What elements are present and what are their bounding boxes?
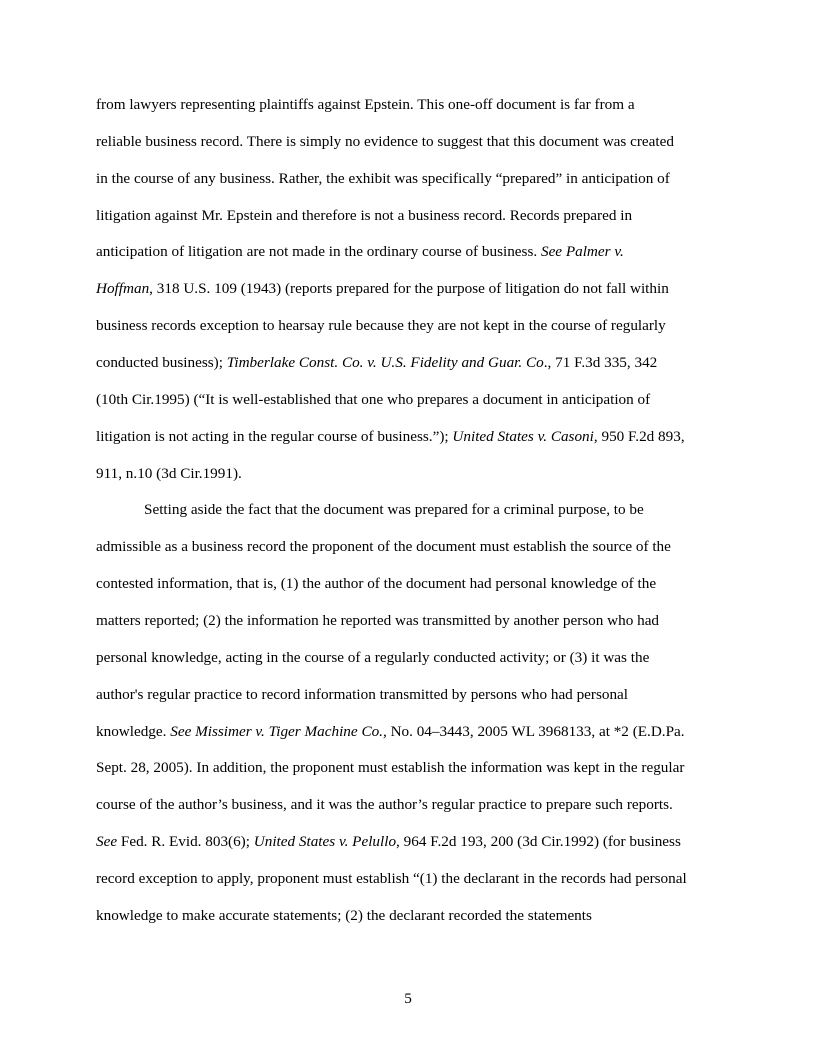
text-line [96,243,624,261]
text-segment: litigation is not acting in the regular course of business.”); [96,427,453,445]
text-segment: admissible as a business record the proponent of the document must establish the source of the [96,538,671,556]
italic-citation: Hoffman [96,280,150,298]
text-line [96,723,685,741]
text-segment: , 964 F.2d 193, 200 (3d Cir.1992) (for business [396,833,681,850]
text-segment: litigation against Mr. Epstein and therefore is not a business record. Records prepared in [96,206,633,224]
text-segment: knowledge. [96,722,171,740]
text-segment: personal knowledge, acting in the course of a regularly conducted activity; or (3) it was the [96,648,650,666]
text-line [96,907,592,925]
text-segment: anticipation of litigation are not made in the ordinary course of business. [96,243,541,261]
text-segment: conducted business); [96,353,227,371]
text-line [96,796,673,814]
text-segment: (10th Cir.1995) (“It is well-established that one who prepares a document in anticipation of [96,390,651,408]
text-line [96,170,670,188]
text-line [96,833,681,851]
text-line [96,391,650,409]
italic-citation: See Missimer v. Tiger Machine Co., [170,722,387,740]
italic-citation: United States v. Pelullo [253,833,397,850]
text-line [96,96,635,114]
text-segment: in the course of any business. Rather, the exhibit was specifically “prepared” in anticipation of [96,169,670,187]
text-segment: Sept. 28, 2005). In addition, the proponent must establish the information was kept in the regular [96,759,685,777]
text-line [96,133,674,151]
text-segment: matters reported; (2) the information he reported was transmitted by another person who had [96,611,660,629]
text-line [96,870,687,888]
page-number: 5 [404,990,412,1007]
text-segment: ., 71 F.3d 335, 342 [543,353,658,371]
italic-citation: United States v. Casoni [452,427,594,445]
text-line [96,317,666,335]
text-segment: , 318 U.S. 109 (1943) (reports prepared for the purpose of litigation do not fall within [149,280,669,298]
text-segment: record exception to apply, proponent must establish “(1) the declarant in the records had personal [96,869,687,887]
italic-citation: See Palmer v. [540,243,624,261]
text-line [96,686,628,704]
text-segment: Fed. R. Evid. 803(6); [117,833,254,850]
text-segment: contested information, that is, (1) the author of the document had personal knowledge of the [96,575,657,592]
text-segment: business records exception to hearsay rule because they are not kept in the course of regularly [96,317,666,335]
text-line [144,501,644,519]
text-segment: No. 04–3443, 2005 WL 3968133, at *2 (E.D.Pa. [386,722,685,740]
text-segment: 911, n.10 (3d Cir.1991). [96,464,242,482]
text-line [96,354,657,372]
text-segment: knowledge to make accurate statements; (2) the declarant recorded the statements [96,906,592,924]
text-line [96,428,685,446]
text-segment: Setting aside the fact that the document was prepared for a criminal purpose, to be [144,501,644,519]
text-segment: author's regular practice to record information transmitted by persons who had personal [96,685,629,703]
text-segment: course of the author’s business, and it was the author’s regular practice to prepare such reports. [96,796,673,814]
italic-citation: Timberlake Const. Co. v. U.S. Fidelity and Guar. Co [226,353,544,371]
text-line [96,759,684,777]
italic-citation: See [96,833,118,850]
text-line [96,612,659,630]
text-line [96,575,656,593]
text-segment: from lawyers representing plaintiffs against Epstein. This one-off document is far from a [96,96,635,113]
text-line [96,207,632,225]
text-segment: reliable business record. There is simply no evidence to suggest that this document was created [96,132,674,150]
text-line [96,649,649,667]
text-line [96,538,671,556]
text-line [96,280,669,298]
text-segment: , 950 F.2d 893, [593,427,685,445]
text-line [96,465,242,483]
